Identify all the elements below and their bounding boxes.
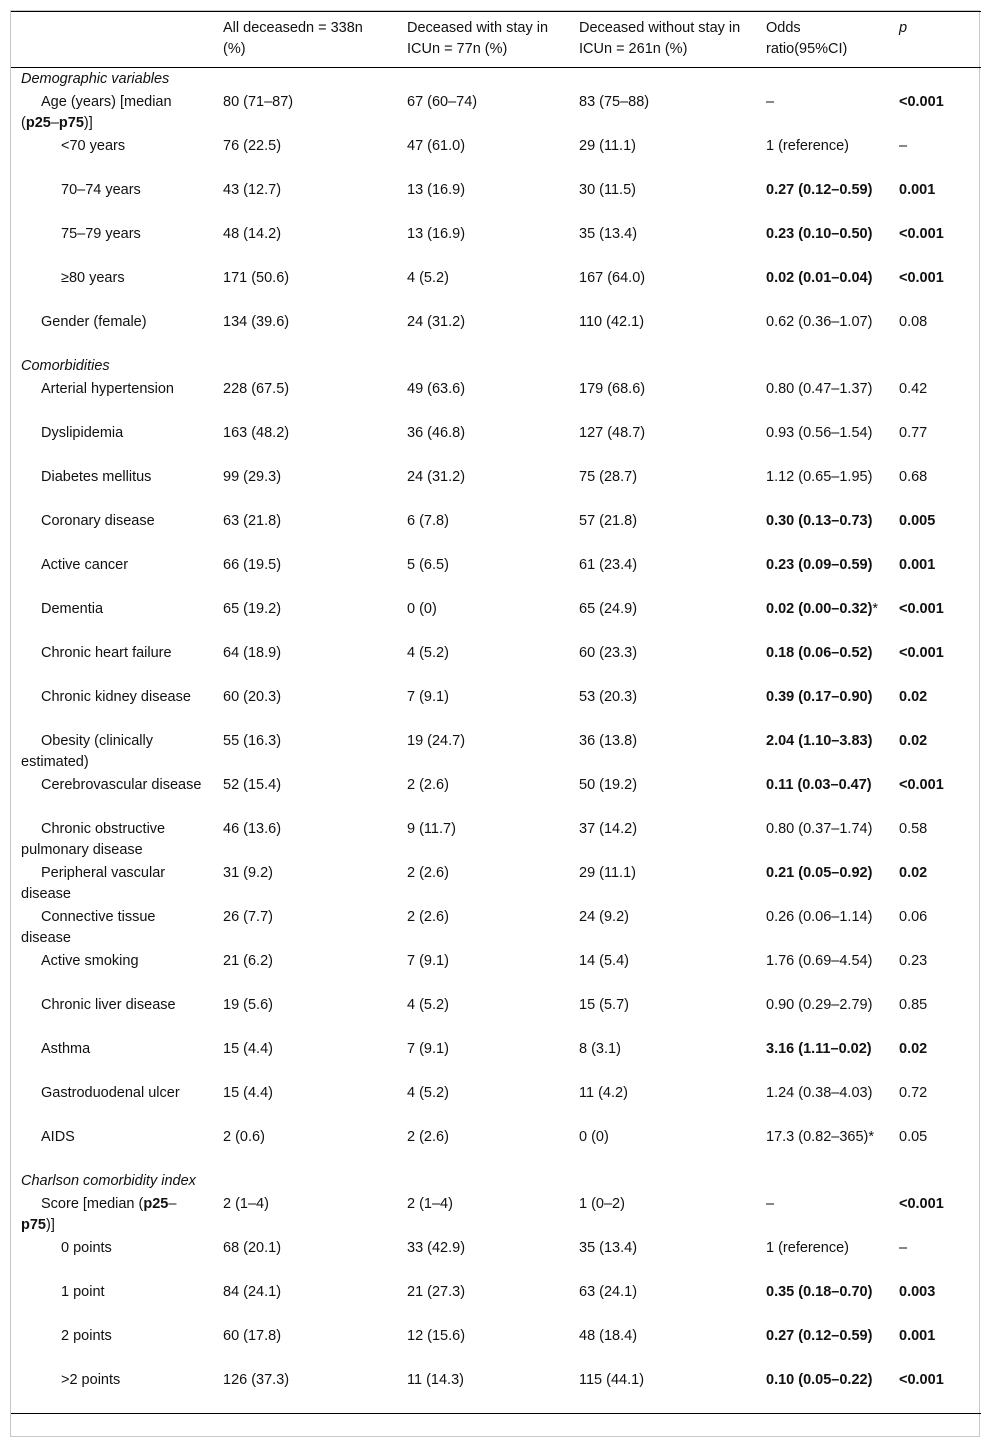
label-bold: p25 [25,115,51,131]
cell-p: 0.08 [899,314,928,330]
table-header [11,12,981,68]
cell-p: 0.06 [899,909,928,925]
cell-noicu: 15 (5.7) [579,997,629,1013]
cell-all: 228 (67.5) [223,381,290,397]
cell-all: 60 (20.3) [223,689,282,705]
cell-or: – [766,94,775,110]
cell-or: 0.62 (0.36–1.07) [766,314,873,330]
cell-noicu: 35 (13.4) [579,226,638,242]
header-all-deceased: All deceasedn = 338n (%) [213,12,397,68]
cell-icu: 33 (42.9) [407,1240,466,1256]
cell-icu: 2 (2.6) [407,1129,449,1145]
cell-icu: 19 (24.7) [407,733,466,749]
cell-noicu: 63 (24.1) [579,1284,638,1300]
cell-or: 0.23 (0.10–0.50) [766,226,873,242]
cell-all: 68 (20.1) [223,1240,282,1256]
cell-or: 0.80 (0.37–1.74) [766,821,873,837]
table-row [11,1038,981,1082]
cell-or: 1.12 (0.65–1.95) [766,469,873,485]
row-label [11,91,213,135]
label-bold: p75 [58,115,84,131]
cell-icu: 2 (2.6) [407,865,449,881]
cell-p: 0.003 [899,1284,936,1300]
cell-all: 2 (0.6) [223,1129,265,1145]
or-footnote-mark: * [872,601,879,617]
cell-icu: 12 (15.6) [407,1328,466,1344]
cell-icu: 36 (46.8) [407,425,466,441]
table-row [11,818,981,862]
cell-p: 0.77 [899,425,928,441]
table-row [11,862,981,906]
cell-icu: 67 (60–74) [407,94,478,110]
cell-icu: 21 (27.3) [407,1284,466,1300]
cell-p: <0.001 [899,1196,944,1212]
cell-all: 65 (19.2) [223,601,282,617]
cell-icu: 4 (5.2) [407,1085,449,1101]
row-label: Diabetes mellitus [41,469,152,485]
cell-noicu: 57 (21.8) [579,513,638,529]
table-row [11,1193,981,1237]
cell-all: 52 (15.4) [223,777,282,793]
table-row [11,311,981,355]
cell-noicu: 36 (13.8) [579,733,638,749]
cell-noicu: 179 (68.6) [579,381,646,397]
label-text: )] [83,115,93,131]
cell-noicu: 115 (44.1) [569,1369,756,1414]
cell-all: 21 (6.2) [223,953,273,969]
cell-icu: 4 (5.2) [407,997,449,1013]
row-label: 70–74 years [61,182,141,198]
table-body [11,68,981,1414]
label-text: – [168,1196,177,1212]
cell-all: 60 (17.8) [223,1328,282,1344]
cell-icu: 49 (63.6) [407,381,466,397]
cell-icu: 2 (1–4) [407,1196,453,1212]
table-row [11,510,981,554]
cell-icu: 7 (9.1) [407,689,449,705]
table-row [11,1082,981,1126]
cell-or: 1 (reference) [766,138,850,154]
cell-all: 26 (7.7) [223,909,273,925]
cell-p: <0.001 [899,601,944,617]
table-row [11,378,981,422]
cell-all: 66 (19.5) [223,557,282,573]
table-row [11,1126,981,1170]
cell-p: <0.001 [899,226,944,242]
table-container [10,10,980,1437]
cell-noicu: 48 (18.4) [579,1328,638,1344]
table-row [11,267,981,311]
cell-all: 43 (12.7) [223,182,282,198]
cell-p: 0.02 [899,689,928,705]
cell-noicu: 37 (14.2) [579,821,638,837]
row-label: Asthma [41,1041,91,1057]
cell-all: 80 (71–87) [223,94,294,110]
section-row [11,355,981,378]
label-text: )] [46,1217,55,1233]
cell-all: 55 (16.3) [223,733,282,749]
header-variable [11,12,213,68]
cell-icu: 0 (0) [407,601,437,617]
cell-p: 0.85 [899,997,928,1013]
table-row [11,554,981,598]
cell-p: 0.58 [899,821,928,837]
cell-or: 17.3 (0.82–365)* [766,1129,875,1145]
cell-or: 0.27 (0.12–0.59) [766,1328,873,1344]
table-row [11,135,981,179]
table-row [11,774,981,818]
cell-all: 46 (13.6) [223,821,282,837]
cell-noicu: 24 (9.2) [579,909,629,925]
cell-p: 0.68 [899,469,928,485]
section-charlson: Charlson comorbidity index [21,1173,196,1189]
cell-noicu: 167 (64.0) [579,270,646,286]
section-demographic: Demographic variables [21,71,170,87]
row-label: Dyslipidemia [41,425,124,441]
cell-icu: 2 (2.6) [407,777,449,793]
label-text: Age (years) [median ( [21,94,172,131]
cell-noicu: 127 (48.7) [579,425,646,441]
cell-noicu: 8 (3.1) [579,1041,621,1057]
row-label: 1 point [61,1284,105,1300]
table-row [11,223,981,267]
cell-icu: 9 (11.7) [407,821,456,837]
cell-or [756,598,889,642]
cell-or: 1 (reference) [766,1240,850,1256]
row-label: Chronic liver disease [41,997,176,1013]
cell-all: 126 (37.3) [213,1369,397,1414]
cell-p: <0.001 [899,777,944,793]
cell-noicu: 53 (20.3) [579,689,638,705]
header-odds-ratio: Odds ratio(95%CI) [756,12,889,68]
cell-all: 99 (29.3) [223,469,282,485]
cell-or: 1.76 (0.69–4.54) [766,953,873,969]
cell-p: 0.02 [899,865,928,881]
cell-p: 0.001 [899,557,936,573]
row-label: Coronary disease [41,513,155,529]
label-bold: p75 [21,1217,46,1233]
cell-p: <0.001 [899,270,944,286]
cell-icu: 11 (14.3) [397,1369,569,1414]
header-p-value: p [889,12,981,68]
cell-p: 0.42 [899,381,928,397]
cell-noicu: 14 (5.4) [579,953,629,969]
cell-p: <0.001 [889,1369,981,1414]
cell-p: 0.001 [899,1328,936,1344]
cell-p: 0.23 [899,953,928,969]
cell-or: 0.93 (0.56–1.54) [766,425,873,441]
header-row [11,12,981,68]
cell-icu: 13 (16.9) [407,226,466,242]
cell-or: – [766,1196,775,1212]
row-label [11,1193,213,1237]
label-bold: p25 [143,1196,169,1212]
cell-or: 0.27 (0.12–0.59) [766,182,873,198]
cell-icu: 24 (31.2) [407,469,466,485]
cell-noicu: 0 (0) [579,1129,609,1145]
cell-icu: 24 (31.2) [407,314,466,330]
or-value: 0.02 (0.00–0.32) [766,601,873,617]
cell-all: 84 (24.1) [223,1284,282,1300]
row-label: Chronic obstructive pulmonary disease [21,821,166,858]
row-label: Chronic kidney disease [41,689,191,705]
cell-or: 0.10 (0.05–0.22) [756,1369,889,1414]
section-row [11,68,981,92]
row-label: Gastroduodenal ulcer [41,1085,180,1101]
cell-noicu: 65 (24.9) [579,601,638,617]
table-row [11,1237,981,1281]
cell-or: 0.26 (0.06–1.14) [766,909,873,925]
cell-icu: 4 (5.2) [407,645,449,661]
label-text: – [50,115,59,131]
table-row [11,950,981,994]
table-row [11,91,981,135]
row-label: AIDS [41,1129,75,1145]
header-without-icu: Deceased without stay in ICUn = 261n (%) [569,12,756,68]
cell-noicu: 60 (23.3) [579,645,638,661]
cell-or: 3.16 (1.11–0.02) [766,1041,872,1057]
table-row [11,598,981,642]
row-label: 0 points [61,1240,112,1256]
row-label: Active cancer [41,557,129,573]
cell-all: 19 (5.6) [223,997,273,1013]
cell-noicu: 61 (23.4) [579,557,638,573]
cell-all: 15 (4.4) [223,1041,273,1057]
table-row [11,422,981,466]
table-row [11,994,981,1038]
table-row [11,906,981,950]
cell-icu: 2 (2.6) [407,909,449,925]
row-label: Cerebrovascular disease [41,777,202,793]
label-text: Score [median ( [41,1196,144,1212]
cell-noicu: 75 (28.7) [579,469,638,485]
cell-p: 0.02 [899,733,928,749]
cell-all: 31 (9.2) [223,865,273,881]
row-label: Active smoking [41,953,139,969]
cell-icu: 5 (6.5) [407,557,449,573]
cell-p: 0.05 [899,1129,928,1145]
table-row [11,686,981,730]
cell-or: 0.80 (0.47–1.37) [766,381,873,397]
row-label: Dementia [41,601,104,617]
section-comorbidities: Comorbidities [21,358,110,374]
cell-or: 0.39 (0.17–0.90) [766,689,873,705]
cell-p: 0.72 [899,1085,928,1101]
header-with-icu: Deceased with stay in ICUn = 77n (%) [397,12,569,68]
cell-all: 76 (22.5) [223,138,282,154]
cell-or: 0.90 (0.29–2.79) [766,997,873,1013]
cell-icu: 47 (61.0) [407,138,466,154]
cell-all: 64 (18.9) [223,645,282,661]
table-row [11,1281,981,1325]
row-label: Chronic heart failure [41,645,172,661]
cell-p: <0.001 [899,645,944,661]
section-row [11,1170,981,1193]
cell-or: 0.23 (0.09–0.59) [766,557,873,573]
row-label: <70 years [61,138,126,154]
cell-noicu: 83 (75–88) [579,94,650,110]
cell-noicu: 29 (11.1) [579,138,636,154]
table-row [11,1325,981,1369]
cell-all: 2 (1–4) [223,1196,269,1212]
cell-icu: 13 (16.9) [407,182,466,198]
table-row [11,642,981,686]
cell-p: <0.001 [899,94,944,110]
cell-noicu: 11 (4.2) [579,1085,628,1101]
cell-icu: 6 (7.8) [407,513,449,529]
cell-or: 0.21 (0.05–0.92) [766,865,873,881]
cell-icu: 4 (5.2) [407,270,449,286]
cell-noicu: 50 (19.2) [579,777,638,793]
cell-p: – [899,138,908,154]
cell-or: 0.18 (0.06–0.52) [766,645,873,661]
cell-noicu: 110 (42.1) [579,314,645,330]
table-row [11,466,981,510]
cell-p: – [899,1240,908,1256]
cell-all: 63 (21.8) [223,513,282,529]
row-label: 75–79 years [61,226,141,242]
table-row [11,1369,981,1414]
cell-or: 2.04 (1.10–3.83) [766,733,873,749]
cell-or: 0.02 (0.01–0.04) [766,270,873,286]
cell-icu: 7 (9.1) [407,1041,449,1057]
row-label: Arterial hypertension [41,381,174,397]
cell-p: 0.02 [899,1041,928,1057]
table-row [11,179,981,223]
row-label: 2 points [61,1328,112,1344]
cell-p: 0.001 [899,182,936,198]
cell-all: 15 (4.4) [223,1085,273,1101]
cell-icu: 7 (9.1) [407,953,449,969]
row-label: >2 points [11,1369,213,1414]
cell-p: 0.005 [899,513,936,529]
cell-all: 163 (48.2) [223,425,290,441]
row-label: ≥80 years [61,270,125,286]
cell-noicu: 35 (13.4) [579,1240,638,1256]
row-label: Connective tissue disease [21,909,156,946]
table-row [11,730,981,774]
row-label: Peripheral vascular disease [21,865,166,902]
cell-all: 171 (50.6) [223,270,290,286]
cell-or: 1.24 (0.38–4.03) [766,1085,873,1101]
cell-noicu: 1 (0–2) [579,1196,625,1212]
cell-all: 134 (39.6) [223,314,290,330]
row-label: Obesity (clinically estimated) [21,733,153,770]
cell-all: 48 (14.2) [223,226,282,242]
row-label: Gender (female) [41,314,147,330]
cell-or: 0.35 (0.18–0.70) [766,1284,873,1300]
cell-or: 0.30 (0.13–0.73) [766,513,873,529]
cell-or: 0.11 (0.03–0.47) [766,777,872,793]
cell-noicu: 29 (11.1) [579,865,636,881]
mortality-table [11,11,981,1414]
cell-noicu: 30 (11.5) [579,182,636,198]
